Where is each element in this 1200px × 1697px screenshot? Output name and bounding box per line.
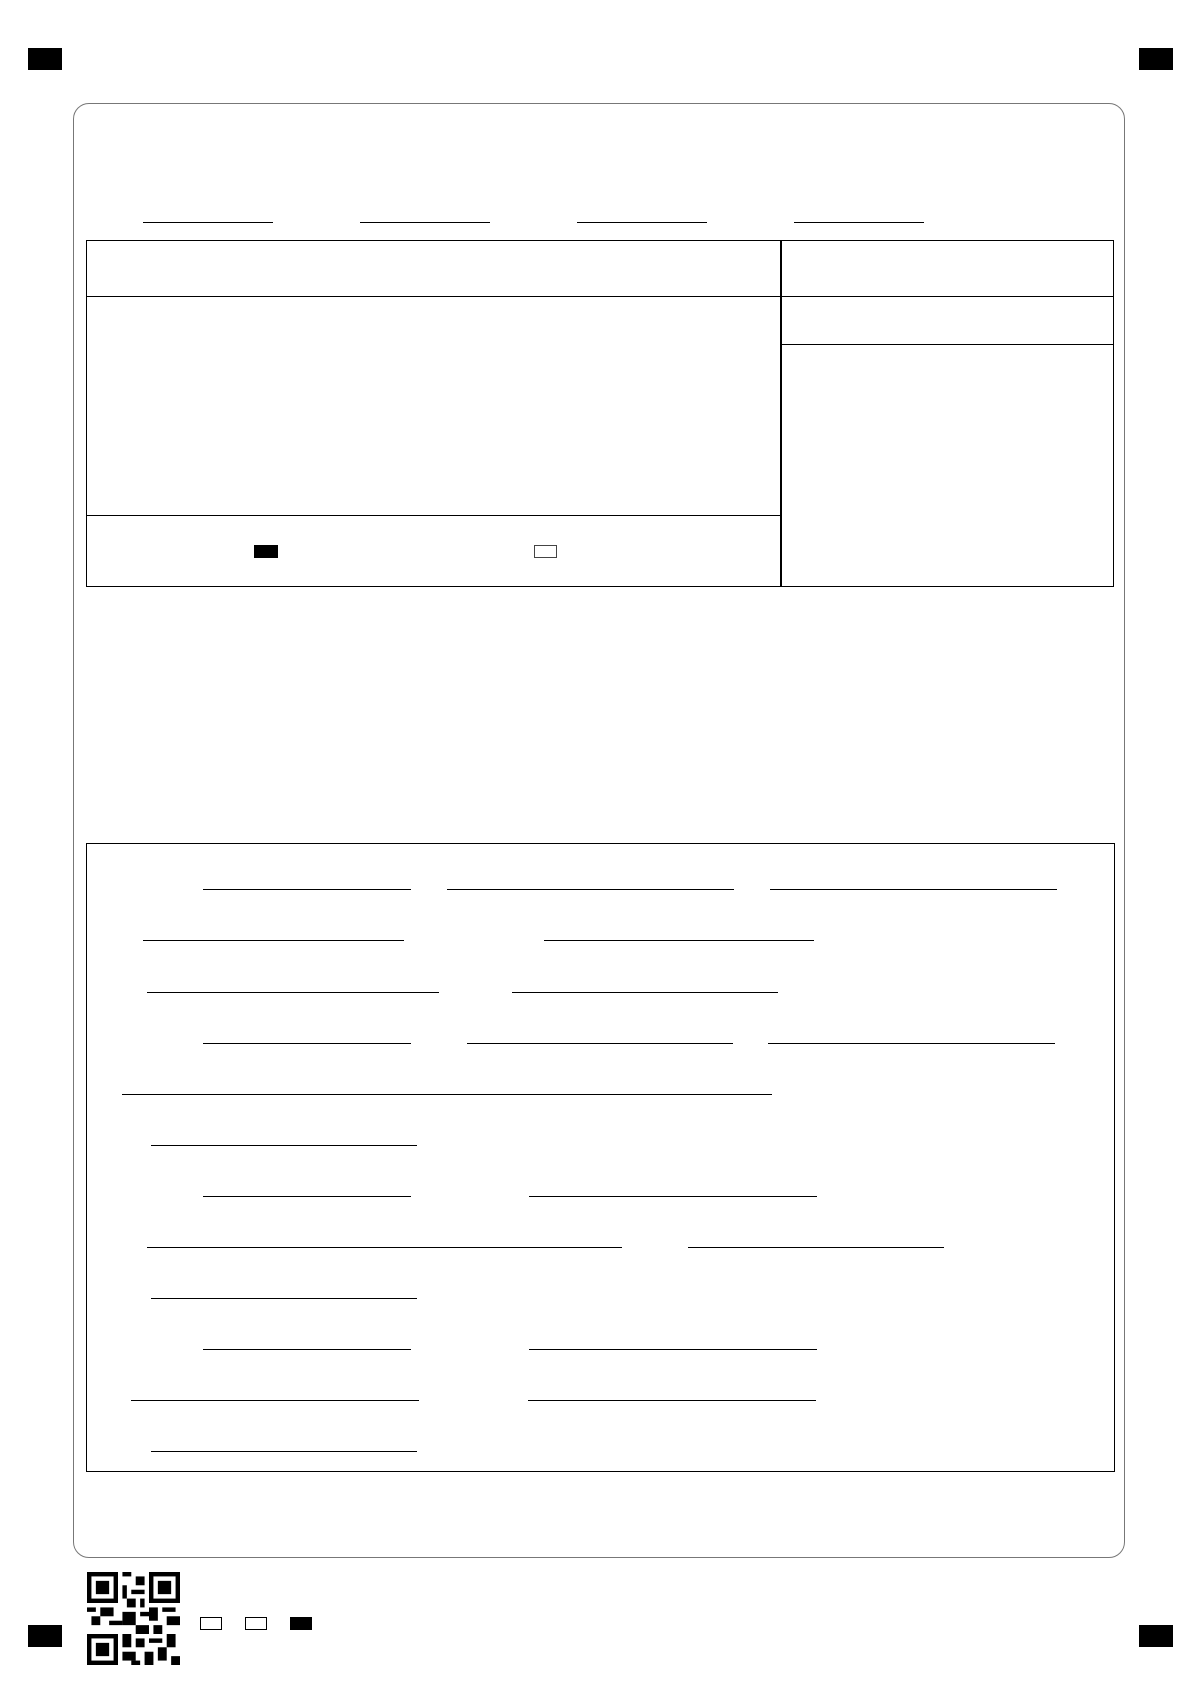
answer-blank[interactable]	[529, 1196, 817, 1197]
name-field[interactable]	[143, 222, 273, 223]
correct-fill-sample	[254, 545, 278, 558]
registration-mark-top-right	[1139, 48, 1173, 70]
exam-id-write-row	[781, 344, 1114, 345]
notice-item	[96, 464, 128, 483]
answer-blank[interactable]	[203, 889, 411, 890]
page-flag-box	[200, 1617, 222, 1630]
qr-code-icon	[87, 1572, 180, 1665]
answer-blank[interactable]	[447, 889, 734, 890]
answer-blank[interactable]	[131, 1400, 419, 1401]
answer-blank[interactable]	[151, 1145, 417, 1146]
notice-fill-divider	[86, 515, 781, 516]
notice-heading	[86, 240, 780, 296]
answer-blank[interactable]	[122, 1094, 772, 1095]
class-field[interactable]	[577, 222, 707, 223]
answer-blank[interactable]	[528, 1400, 816, 1401]
notice-item	[96, 430, 128, 449]
answer-blank[interactable]	[768, 1043, 1055, 1044]
answer-blank[interactable]	[203, 1043, 411, 1044]
page-flag-box-filled	[290, 1617, 312, 1630]
notice-item	[96, 360, 128, 379]
page-flag-box	[245, 1617, 267, 1630]
answer-blank[interactable]	[151, 1451, 417, 1452]
answer-blank[interactable]	[688, 1247, 944, 1248]
answer-blank[interactable]	[512, 992, 778, 993]
notice-header-divider	[86, 296, 781, 297]
answer-blank[interactable]	[143, 940, 404, 941]
registration-mark-top-left	[28, 48, 62, 70]
absent-mark-checkbox[interactable]	[534, 545, 557, 558]
registration-mark-bottom-right	[1139, 1625, 1173, 1647]
answer-blank[interactable]	[467, 1043, 733, 1044]
seat-field[interactable]	[794, 222, 924, 223]
answer-blank[interactable]	[147, 1247, 622, 1248]
notice-item	[96, 395, 128, 414]
answer-blank[interactable]	[544, 940, 814, 941]
exam-id-header-divider	[781, 296, 1114, 297]
answer-blank[interactable]	[203, 1349, 411, 1350]
exam-id-heading	[781, 240, 1113, 296]
answer-blank[interactable]	[151, 1298, 417, 1299]
answer-blank[interactable]	[203, 1196, 411, 1197]
answer-blank[interactable]	[529, 1349, 817, 1350]
notice-item	[96, 325, 128, 344]
school-field[interactable]	[360, 222, 490, 223]
registration-mark-bottom-left	[28, 1625, 62, 1647]
answer-blank[interactable]	[147, 992, 439, 993]
answer-blank[interactable]	[770, 889, 1057, 890]
fill-in-answer-box	[86, 843, 1115, 1472]
